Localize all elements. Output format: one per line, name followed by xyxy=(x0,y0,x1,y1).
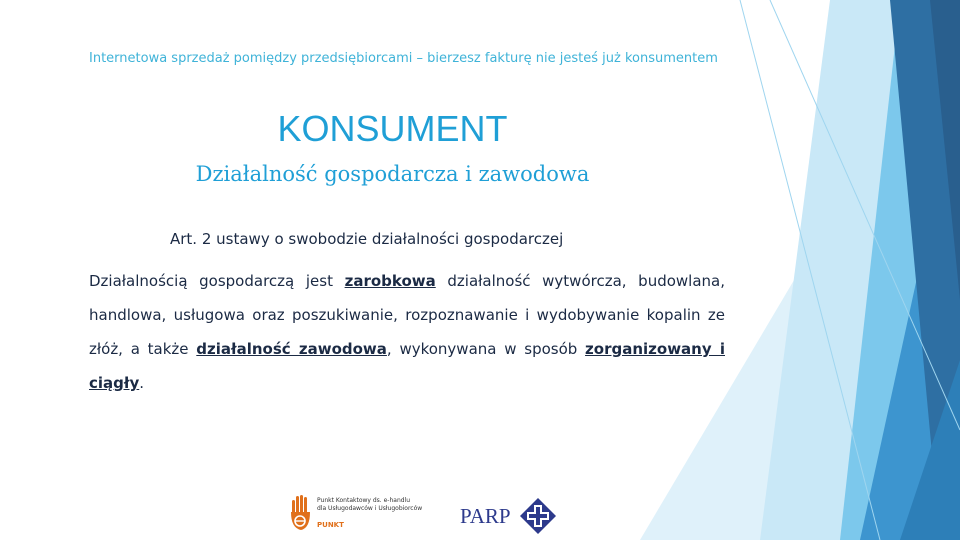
emphasis-zorganizowany: zorganizowany i ciągły xyxy=(89,340,725,392)
hand-e-icon xyxy=(288,494,314,534)
punkt-word: PUNKT xyxy=(317,521,344,529)
punkt-caption-line: Punkt Kontaktowy ds. e-handlu xyxy=(317,497,411,504)
footer-logos xyxy=(288,492,588,536)
punkt-kontaktowy-logo xyxy=(288,492,428,536)
parp-emblem-icon xyxy=(520,498,556,534)
emphasis-zarobkowa: zarobkowa xyxy=(344,272,436,290)
slide-header: Internetowa sprzedaż pomiędzy przedsiębiorcami – bierzesz fakturę nie jesteś już konsumentem xyxy=(89,51,718,66)
text-part: Działalnością gospodarczą jest xyxy=(89,272,345,290)
punkt-caption xyxy=(317,497,422,513)
text-part: działalność wytwórcza, budowlana, handlowa, usługowa oraz poszukiwanie, rozpoznawanie i wydobywanie kopalin ze złóż, a także xyxy=(89,272,725,358)
punkt-caption-line: dla Usługodawców i Usługobiorców xyxy=(317,505,423,512)
text-part: . xyxy=(139,374,145,392)
text-part: , wykonywana w sposób xyxy=(386,340,586,358)
emphasis-dzialalnosc-zawodowa: działalność zawodowa xyxy=(196,340,387,358)
definition-text xyxy=(89,264,725,400)
article-reference: Art. 2 ustawy o swobodzie działalności gospodarczej xyxy=(170,230,564,248)
slide-subtitle: Działalność gospodarcza i zawodowa xyxy=(195,162,590,186)
parp-wordmark: PARP xyxy=(460,504,511,528)
slide-title: KONSUMENT xyxy=(277,108,508,149)
